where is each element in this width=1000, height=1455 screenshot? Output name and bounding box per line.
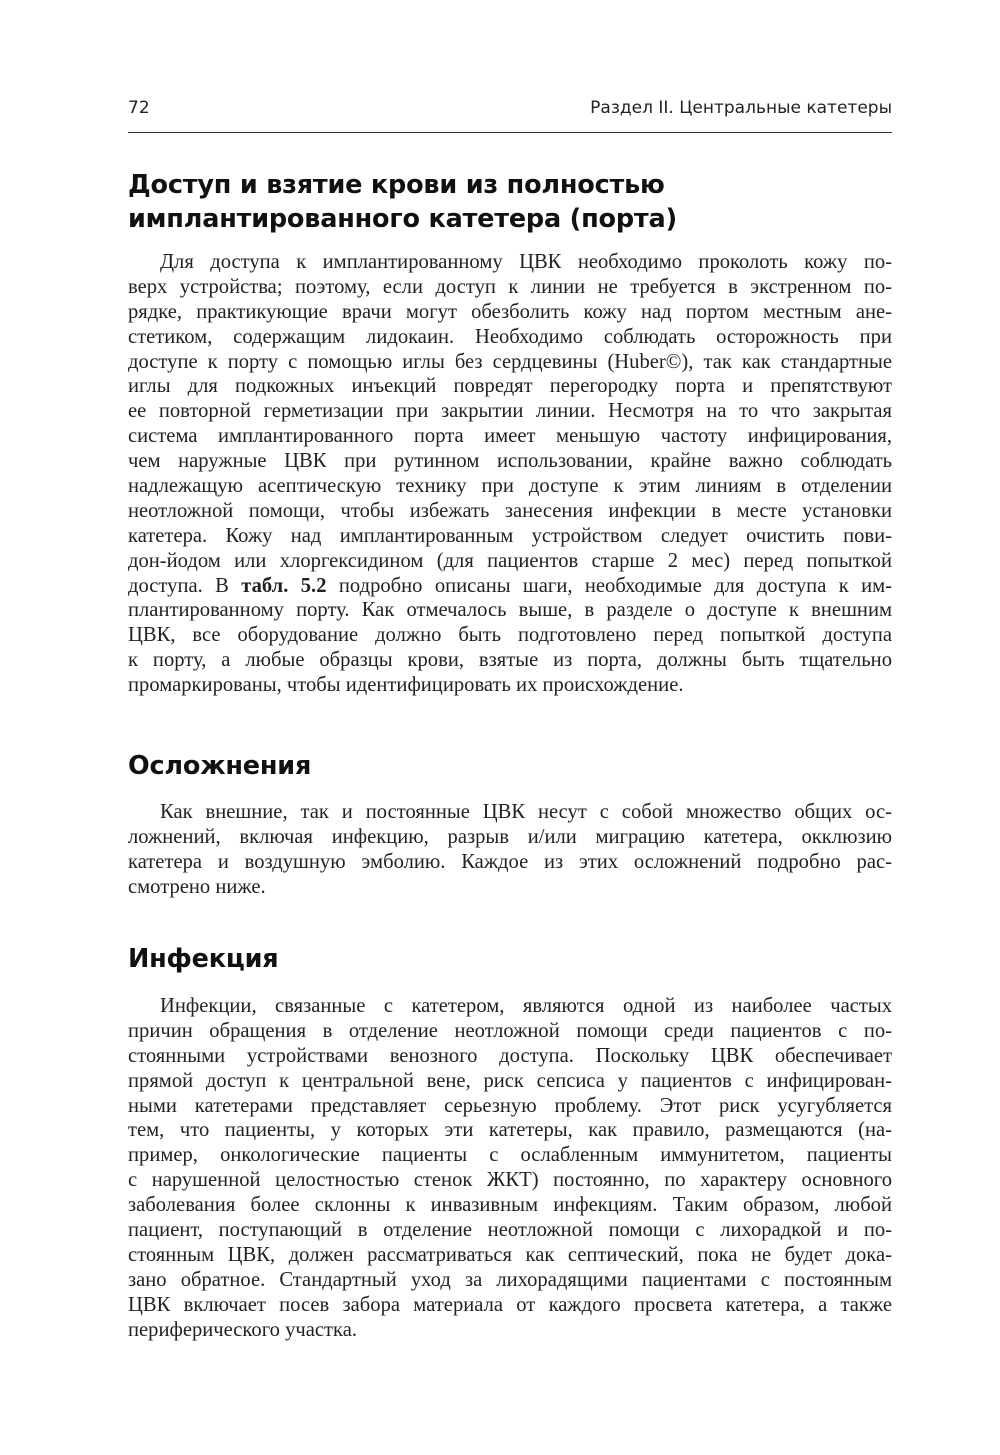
text-line: система имплантированного порта имеет меньшую частоту инфицирования, xyxy=(128,425,892,448)
paragraph-infection xyxy=(128,994,892,1342)
text-line: промаркированы, чтобы идентифицировать их происхождение. xyxy=(128,674,684,697)
text-line: стоянными устройствами венозного доступа. Поскольку ЦВК обеспечивает xyxy=(128,1044,892,1067)
text-line: смотрено ниже. xyxy=(128,875,266,898)
heading-line: Инфекция xyxy=(128,944,279,974)
text-line: ЦВК, все оборудование должно быть подготовлено перед попыткой доступа xyxy=(128,624,892,647)
header-rule xyxy=(128,132,892,133)
text-line: пациент, поступающий в отделение неотложной помощи с лихорадкой и по- xyxy=(128,1219,892,1242)
heading-line: Осложнения xyxy=(128,751,312,781)
text-line: прямой доступ к центральной вене, риск сепсиса у пациентов с инфицирован- xyxy=(128,1069,892,1092)
table-reference: табл. 5.2 xyxy=(241,574,327,597)
paragraph-port-access xyxy=(128,250,892,698)
text-line-with-table-ref: доступа. В табл. 5.2 подробно описаны шаги, необходимые для доступа к им- xyxy=(128,574,892,597)
text-line: дон-йодом или хлоргексидином (для пациентов старше 2 мес) перед попыткой xyxy=(128,549,892,572)
text-line: заболевания более склонны к инвазивным инфекциям. Таким образом, любой xyxy=(128,1194,892,1217)
text-line: зано обратное. Стандартный уход за лихорадящими пациентами с постоянным xyxy=(128,1268,892,1291)
text-line: доступе к порту с помощью иглы без сердцевины (Huber©), так как стандартные xyxy=(128,350,892,373)
heading-port-access xyxy=(128,168,892,236)
text-line: ложнений, включая инфекцию, разрыв и/или миграцию катетера, окклюзию xyxy=(128,825,892,848)
paragraph-complications xyxy=(128,800,892,900)
text-line: ее повторной герметизации при закрытии линии. Несмотря на то что закрытая xyxy=(128,400,892,423)
text-line: ЦВК включает посев забора материала от каждого просвета катетера, а также xyxy=(128,1293,892,1316)
section-title: Раздел II. Центральные катетеры xyxy=(590,98,892,118)
text-line: стетиком, содержащим лидокаин. Необходимо соблюдать осторожность при xyxy=(128,325,892,348)
text-line: чем наружные ЦВК при рутинном использовании, крайне важно соблюдать xyxy=(128,450,892,473)
text-line: к порту, а любые образцы крови, взятые из порта, должны быть тщательно xyxy=(128,649,892,672)
text-line: иглы для подкожных инъекций повредят перегородку порта и препятствуют xyxy=(128,375,892,398)
text-line: ными катетерами представляет серьезную проблему. Этот риск усугубляется xyxy=(128,1094,892,1117)
text-line: тем, что пациенты, у которых эти катетеры, как правило, размещаются (на- xyxy=(128,1119,892,1142)
running-header xyxy=(128,98,892,128)
text-line: плантированному порту. Как отмечалось выше, в разделе о доступе к внешним xyxy=(128,599,892,622)
text-line: неотложной помощи, чтобы избежать занесения инфекции в месте установки xyxy=(128,499,892,522)
text-line: Как внешние, так и постоянные ЦВК несут с собой множество общих ос- xyxy=(160,801,892,823)
text-line: надлежащую асептическую технику при доступе к этим линиям в отделении xyxy=(128,475,892,498)
text-line: причин обращения в отделение неотложной помощи среди пациентов с по- xyxy=(128,1019,892,1042)
text-line: катетера. Кожу над имплантированным устройством следует очистить пови- xyxy=(128,524,892,547)
heading-infection xyxy=(128,942,892,976)
heading-line: имплантированного катетера (порта) xyxy=(128,204,677,234)
heading-complications xyxy=(128,749,892,783)
text-line: с нарушенной целостностью стенок ЖКТ) постоянно, по характеру основного xyxy=(128,1169,892,1192)
text-line: периферического участка. xyxy=(128,1318,357,1341)
text-line: Для доступа к имплантированному ЦВК необходимо проколоть кожу по- xyxy=(160,251,892,273)
heading-line: Доступ и взятие крови из полностью xyxy=(128,170,665,200)
text-line: верх устройства; поэтому, если доступ к линии не требуется в экстренном по- xyxy=(128,275,892,298)
text-line: Инфекции, связанные с катетером, являются одной из наиболее частых xyxy=(160,995,892,1017)
page-number: 72 xyxy=(128,98,150,118)
text-line: катетера и воздушную эмболию. Каждое из этих осложнений подробно рас- xyxy=(128,850,892,873)
text-line: пример, онкологические пациенты с ослабленным иммунитетом, пациенты xyxy=(128,1144,892,1167)
text-line: стоянным ЦВК, должен рассматриваться как септический, пока не будет дока- xyxy=(128,1243,892,1266)
text-line: рядке, практикующие врачи могут обезболить кожу над портом местным ане- xyxy=(128,300,892,323)
